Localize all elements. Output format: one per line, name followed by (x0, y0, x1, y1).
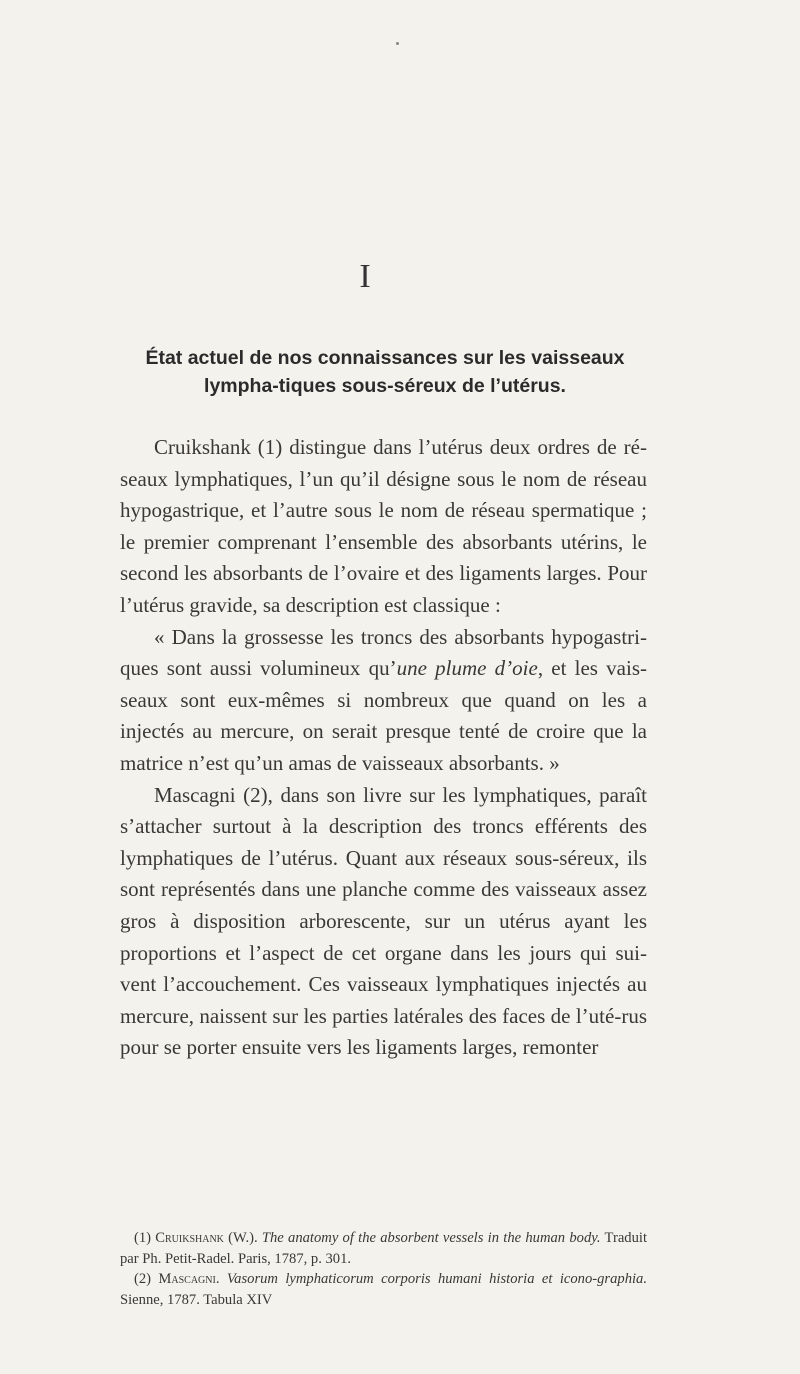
chapter-title: État actuel de nos connaissances sur les vaisseaux lympha-tiques sous-séreux de l’utérus. (145, 347, 625, 397)
footnote-2-details: Sienne, 1787. Tabula XIV (120, 1291, 273, 1308)
footnote-1-details: Traduit par Ph. Petit-Radel. Paris, 1787, p. 301. (120, 1230, 647, 1267)
print-speck (396, 42, 399, 45)
paragraph-mascagni: Mascagni (2), dans son livre sur les lymphatiques, paraît s’attacher surtout à la description des troncs efférents des lymphatiques de l’utérus. Quant aux réseaux sous-séreux, ils sont représentés dans une planche comme des vaisseaux assez gros à disposition arborescente, sur un utérus ayant les proportions et l’aspect de cet organe dans les jours qui sui-vent l’accouchement. Ces vaisseaux lymphatiques injectés au mercure, naissent sur les parties latérales des faces de l’uté-rus pour se porter ensuite vers les ligaments larges, remonter (120, 782, 647, 1060)
quote-italic: une plume d’oie (396, 656, 538, 681)
footnote-2-title: Vasorum lymphaticorum corporis humani historia et icono-graphia. (226, 1271, 647, 1287)
footnote-1-number: (1) (134, 1230, 156, 1246)
footnote-1-initial: (W.). (223, 1230, 262, 1246)
chapter-number: I (359, 258, 371, 295)
footnote-1 (120, 1228, 647, 1269)
footnote-1-title: The anatomy of the absorbent vessels in the human body. (261, 1230, 601, 1246)
footnote-2-number: (2) (134, 1271, 159, 1287)
quote-text-end: , et les vais-seaux sont eux-mêmes si nombreux que quand on les a injectés au mercure, on serait presque tenté de croire que la matrice n’est qu’un amas de vaisseaux absorbants. » (120, 656, 647, 775)
footnotes (120, 1228, 647, 1310)
footnote-2-author: Mascagni. (158, 1271, 220, 1287)
body-text (120, 432, 647, 1064)
paragraph-quote (120, 622, 647, 780)
footnote-2-space (219, 1271, 226, 1287)
footnote-2 (120, 1269, 647, 1310)
footnote-1-author: Cruikshank (155, 1230, 224, 1246)
quote-text-start: « Dans la grossesse les troncs des absorbants hypogastri-ques sont aussi volumineux qu’ (120, 624, 647, 681)
paragraph-cruikshank: Cruikshank (1) distingue dans l’utérus deux ordres de ré-seaux lymphatiques, l’un qu’il désigne sous le nom de réseau hypogastrique, et l’autre sous le nom de réseau spermatique ; le premier comprenant l’ensemble des absorbants utérins, le second les absorbants de l’ovaire et des ligaments larges. Pour l’utérus gravide, sa description est classique : (120, 435, 647, 617)
